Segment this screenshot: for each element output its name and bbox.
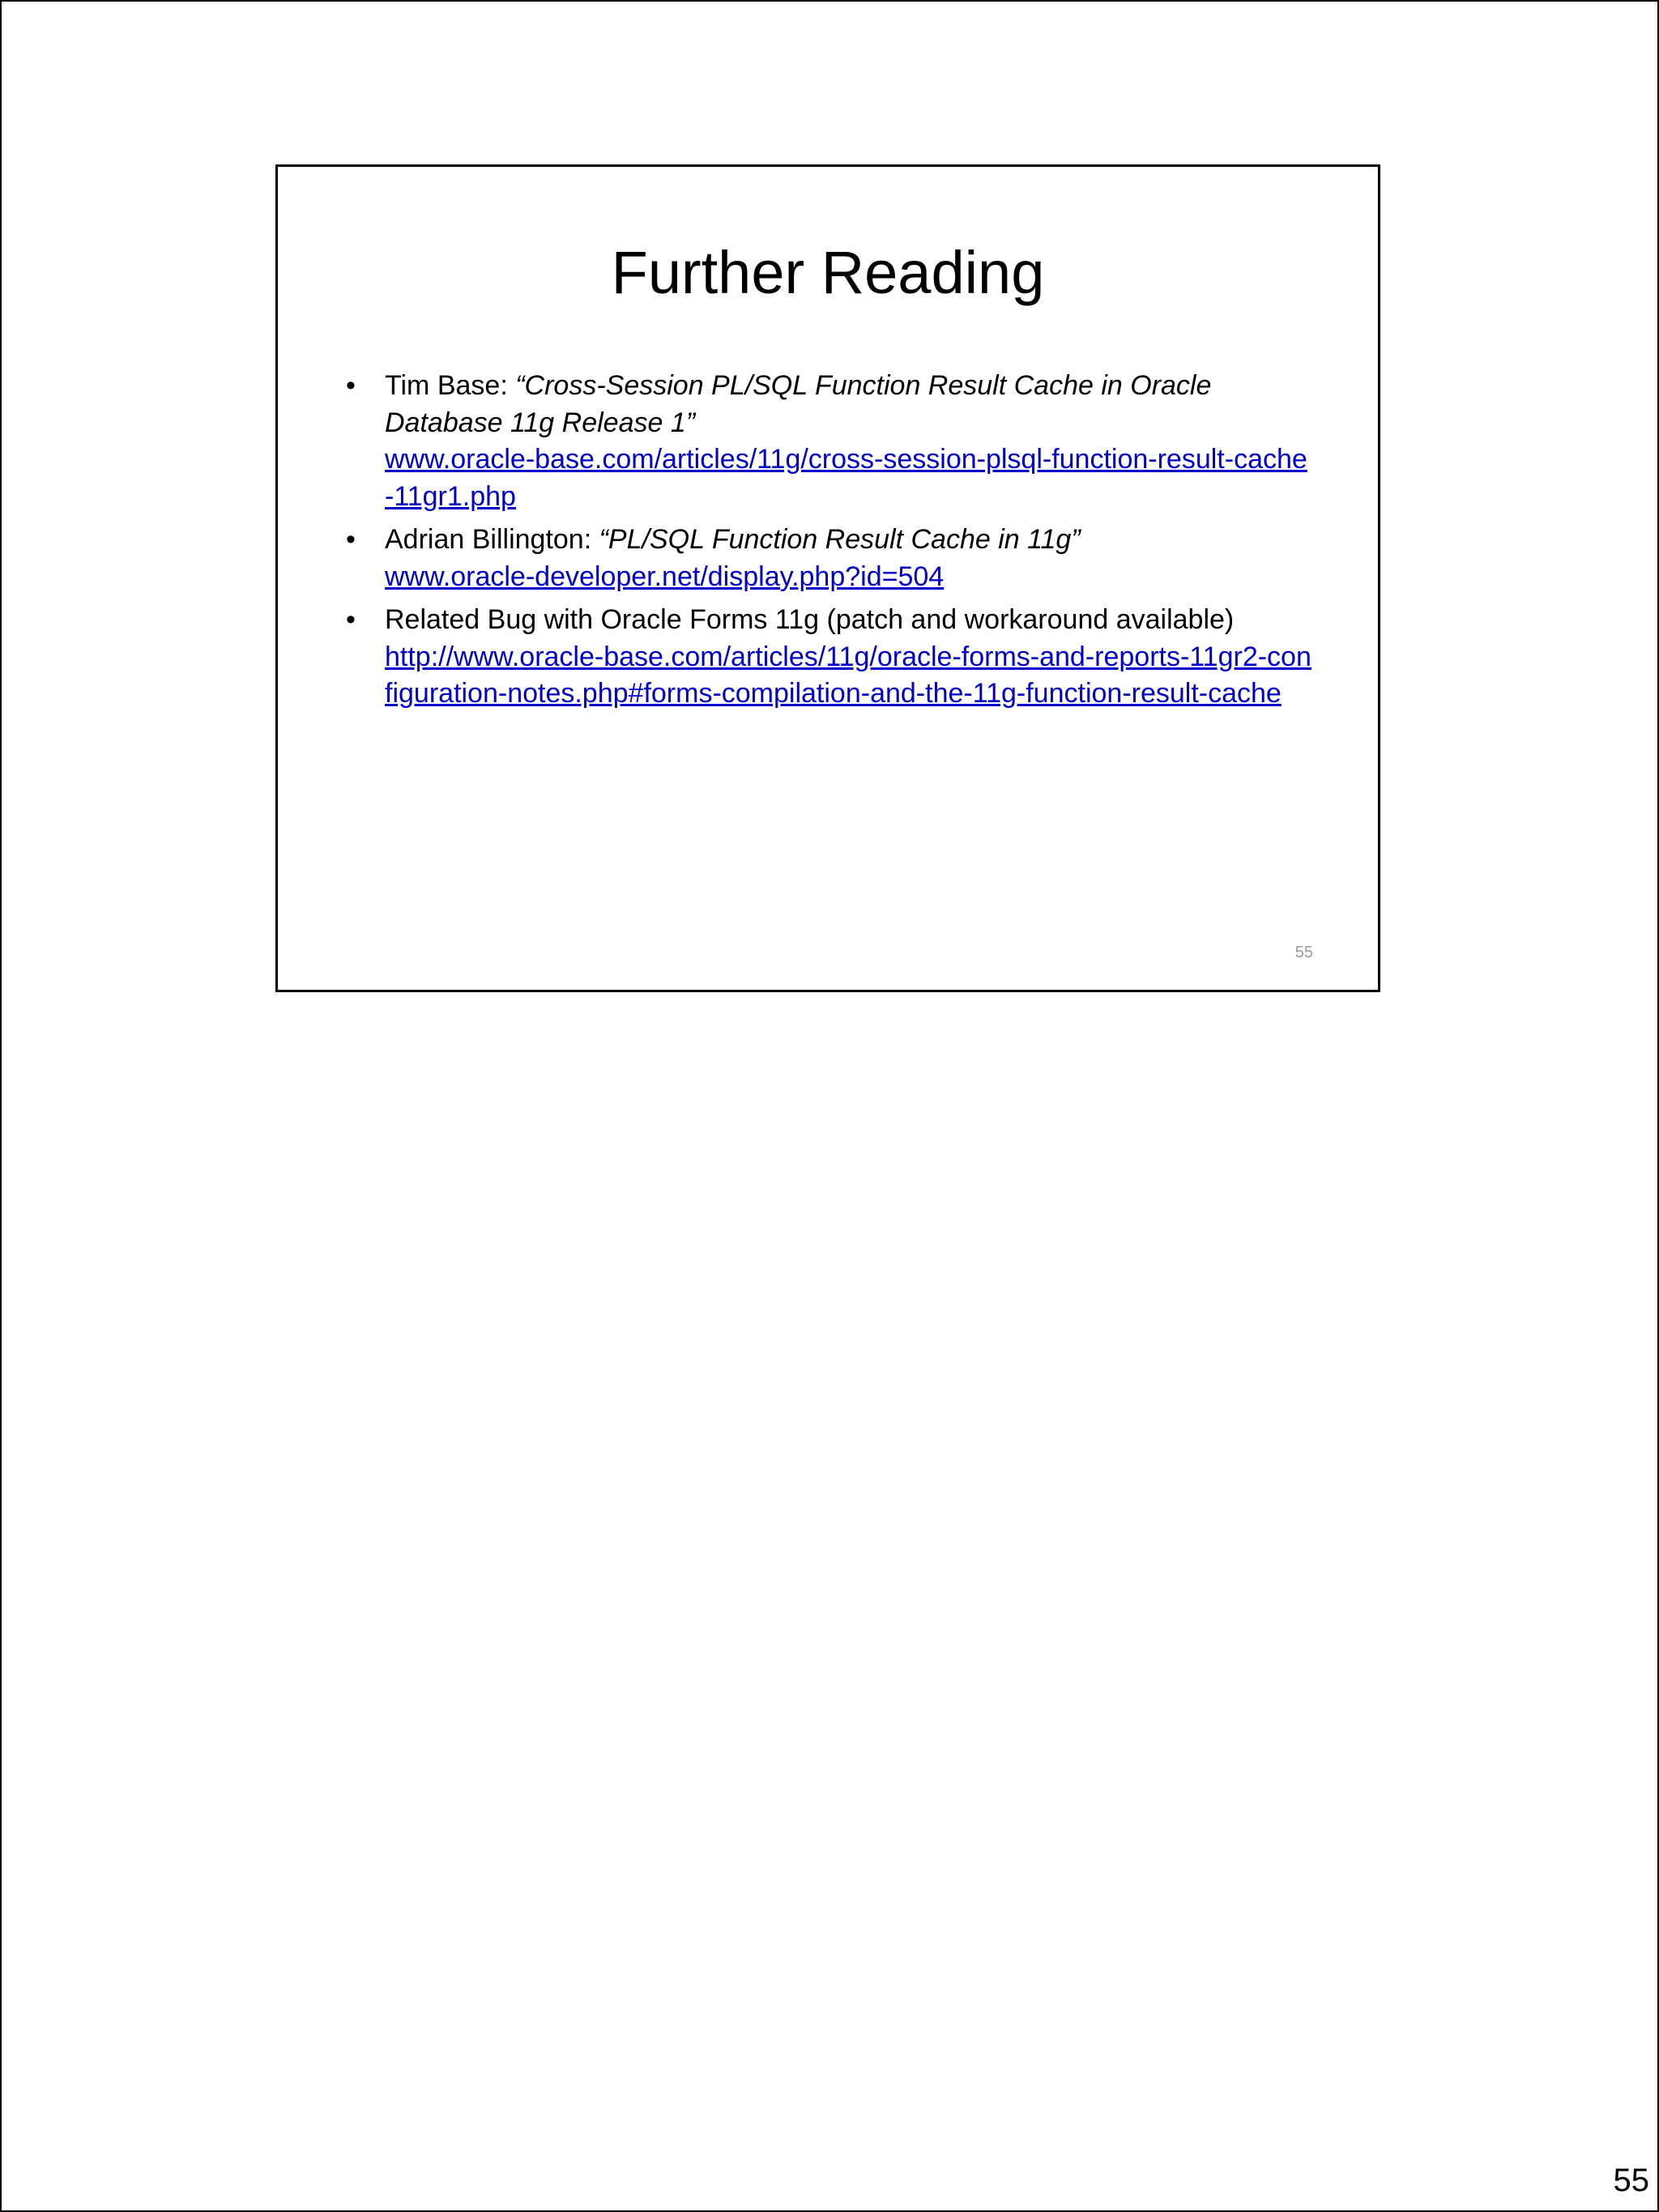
list-item: [346, 522, 1316, 595]
bug-link[interactable]: http://www.oracle-base.com/articles/11g/oracle-forms-and-reports-11gr2-configuration-notes.php#forms-compilation-and-the-11g-function-result-cache: [385, 641, 1311, 709]
bullet-icon: •: [346, 370, 356, 401]
bug-description: Related Bug with Oracle Forms 11g (patch and workaround available): [385, 604, 1235, 635]
list-item: [346, 368, 1316, 515]
bullet-icon: •: [346, 604, 356, 635]
article-link[interactable]: www.oracle-developer.net/display.php?id=504: [385, 560, 945, 592]
reading-entry: [385, 368, 1316, 515]
author-label: Tim Base:: [385, 370, 516, 401]
article-link[interactable]: www.oracle-base.com/articles/11g/cross-session-plsql-function-result-cache-11gr1.php: [385, 444, 1307, 512]
bullet-icon: •: [346, 524, 356, 555]
slide: [275, 164, 1380, 992]
slide-number: 55: [1294, 944, 1313, 961]
reading-list: [346, 368, 1316, 719]
page-number: 55: [1613, 2163, 1649, 2198]
article-title: “Cross-Session PL/SQL Function Result Cache in Oracle Database 11g Release 1”: [385, 370, 1212, 438]
author-label: Adrian Billington:: [385, 524, 599, 555]
article-title: “PL/SQL Function Result Cache in 11g”: [599, 524, 1081, 555]
reading-entry: [385, 602, 1316, 713]
slide-title: Further Reading: [611, 239, 1045, 306]
list-item: [346, 602, 1316, 713]
reading-entry: [385, 522, 1316, 595]
